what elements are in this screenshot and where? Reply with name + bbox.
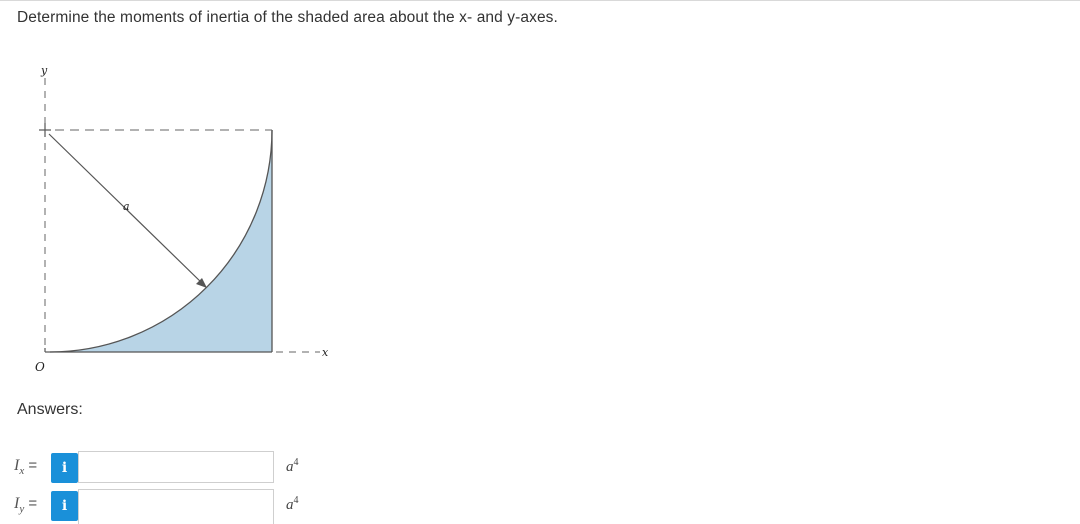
top-divider bbox=[0, 0, 1080, 1]
iy-label: $I_y$ = bbox=[14, 495, 38, 515]
question-text: Determine the moments of inertia of the shaded area about the x- and y-axes. bbox=[17, 9, 558, 26]
figure-svg bbox=[28, 60, 338, 380]
ix-answer-input[interactable] bbox=[78, 451, 274, 483]
x-axis-label: x bbox=[322, 346, 329, 359]
origin-label: O bbox=[35, 360, 45, 374]
answer-row-ix bbox=[14, 451, 334, 485]
shaded-area bbox=[50, 130, 272, 352]
info-icon[interactable]: i bbox=[51, 491, 78, 521]
iy-answer-input[interactable] bbox=[78, 489, 274, 524]
y-axis-label: y bbox=[41, 64, 48, 77]
ix-label: $I_x$ = bbox=[14, 457, 38, 477]
answers-heading: Answers: bbox=[17, 401, 83, 418]
problem-figure bbox=[28, 60, 338, 380]
iy-unit: $a^4$ bbox=[286, 495, 299, 513]
radius-label: a bbox=[123, 200, 130, 213]
answer-row-iy bbox=[14, 489, 334, 523]
ix-unit: $a^4$ bbox=[286, 457, 299, 475]
info-icon[interactable]: i bbox=[51, 453, 78, 483]
